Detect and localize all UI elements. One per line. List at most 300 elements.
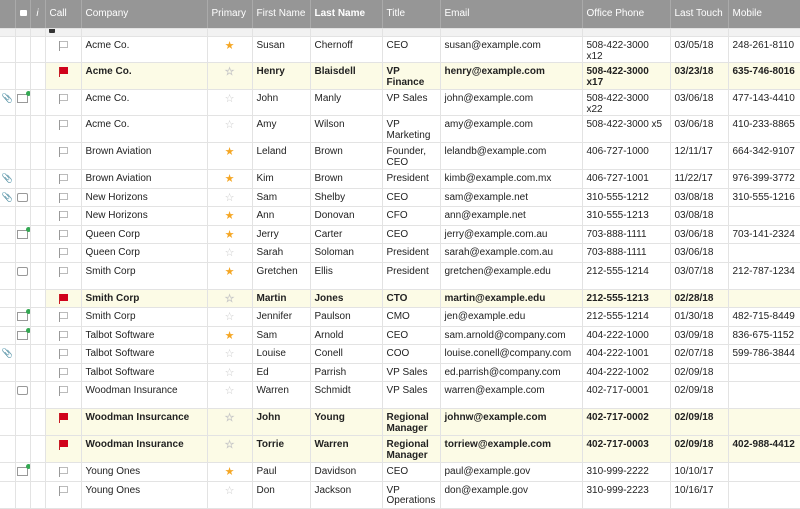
star-outline-icon[interactable]: ☆ <box>224 484 235 497</box>
first-name-cell[interactable]: Ann <box>252 207 310 226</box>
comments-column-header[interactable] <box>15 0 30 29</box>
mobile-cell[interactable]: 664-342-9107 <box>728 143 800 170</box>
call-flag-cell[interactable] <box>45 382 81 409</box>
comment-cell[interactable] <box>15 170 30 189</box>
email-cell[interactable]: ann@example.net <box>440 207 582 226</box>
attachment-cell[interactable] <box>0 170 15 189</box>
attachment-cell[interactable] <box>0 63 15 90</box>
primary-cell[interactable] <box>207 345 252 364</box>
table-row[interactable] <box>0 363 800 382</box>
office-phone-column-header[interactable]: Office Phone <box>582 0 670 29</box>
comment-cell[interactable] <box>15 481 30 508</box>
flag-icon[interactable] <box>58 386 68 396</box>
last-name-cell[interactable]: Chernoff <box>310 37 382 63</box>
flag-icon[interactable] <box>58 368 68 378</box>
email-update-icon[interactable] <box>17 467 28 476</box>
mobile-cell[interactable] <box>728 409 800 436</box>
company-cell[interactable]: Talbot Software <box>81 363 207 382</box>
table-row[interactable] <box>0 382 800 409</box>
mobile-cell[interactable]: 836-675-1152 <box>728 326 800 345</box>
comment-cell[interactable] <box>15 143 30 170</box>
info-cell[interactable] <box>30 345 45 364</box>
primary-cell[interactable] <box>207 244 252 263</box>
comment-icon[interactable] <box>17 267 28 276</box>
company-cell[interactable]: Woodman Insurance <box>81 382 207 409</box>
primary-cell[interactable] <box>207 382 252 409</box>
info-cell[interactable] <box>30 90 45 116</box>
comment-cell[interactable] <box>15 207 30 226</box>
table-row[interactable] <box>0 244 800 263</box>
primary-cell[interactable] <box>207 326 252 345</box>
last-name-cell[interactable]: Conell <box>310 345 382 364</box>
info-cell[interactable] <box>30 188 45 207</box>
company-cell[interactable]: New Horizons <box>81 188 207 207</box>
title-cell[interactable]: VP Marketing <box>382 116 440 143</box>
last-name-cell[interactable]: Jackson <box>310 481 382 508</box>
call-flag-cell[interactable] <box>45 481 81 508</box>
first-name-cell[interactable]: Paul <box>252 463 310 482</box>
email-cell[interactable]: henry@example.com <box>440 63 582 90</box>
title-cell[interactable]: Founder, CEO <box>382 143 440 170</box>
last-touch-cell[interactable]: 03/06/18 <box>670 225 728 244</box>
table-row[interactable] <box>0 436 800 463</box>
last-touch-cell[interactable]: 12/11/17 <box>670 143 728 170</box>
table-row[interactable] <box>0 170 800 189</box>
company-cell[interactable]: Acme Co. <box>81 63 207 90</box>
title-cell[interactable]: Regional Manager <box>382 436 440 463</box>
title-cell[interactable]: CEO <box>382 326 440 345</box>
info-cell[interactable] <box>30 63 45 90</box>
mobile-cell[interactable] <box>728 481 800 508</box>
last-name-cell[interactable]: Brown <box>310 170 382 189</box>
flag-icon[interactable] <box>58 211 68 221</box>
company-cell[interactable]: New Horizons <box>81 207 207 226</box>
call-flag-cell[interactable] <box>45 345 81 364</box>
last-name-cell[interactable]: Ellis <box>310 262 382 289</box>
table-row[interactable] <box>0 225 800 244</box>
first-name-cell[interactable]: Louise <box>252 345 310 364</box>
primary-cell[interactable] <box>207 481 252 508</box>
last-name-column-header[interactable]: Last Name <box>310 0 382 29</box>
call-column-header[interactable]: Call <box>45 0 81 29</box>
attachment-cell[interactable] <box>0 207 15 226</box>
last-name-cell[interactable]: Schmidt <box>310 382 382 409</box>
last-name-cell[interactable]: Brown <box>310 143 382 170</box>
flag-icon[interactable] <box>58 486 68 496</box>
primary-cell[interactable] <box>207 143 252 170</box>
comment-cell[interactable] <box>15 262 30 289</box>
flag-icon[interactable] <box>58 94 68 104</box>
star-outline-icon[interactable]: ☆ <box>224 191 235 204</box>
office-phone-cell[interactable]: 508-422-3000 x5 <box>582 116 670 143</box>
title-cell[interactable]: CTO <box>382 289 440 308</box>
attachment-cell[interactable] <box>0 289 15 308</box>
star-filled-icon[interactable]: ★ <box>224 173 235 185</box>
info-cell[interactable] <box>30 363 45 382</box>
last-name-cell[interactable]: Young <box>310 409 382 436</box>
first-name-cell[interactable]: Sarah <box>252 244 310 263</box>
last-name-cell[interactable]: Parrish <box>310 363 382 382</box>
email-update-icon[interactable] <box>17 331 28 340</box>
comment-cell[interactable] <box>15 63 30 90</box>
call-flag-cell[interactable] <box>45 207 81 226</box>
email-cell[interactable]: torriew@example.com <box>440 436 582 463</box>
company-cell[interactable]: Woodman Insurance <box>81 436 207 463</box>
title-cell[interactable]: President <box>382 244 440 263</box>
email-update-icon[interactable] <box>17 230 28 239</box>
info-cell[interactable] <box>30 463 45 482</box>
info-cell[interactable] <box>30 289 45 308</box>
attachment-cell[interactable] <box>0 90 15 116</box>
attachment-cell[interactable] <box>0 143 15 170</box>
last-touch-column-header[interactable]: Last Touch <box>670 0 728 29</box>
title-cell[interactable]: President <box>382 170 440 189</box>
primary-cell[interactable] <box>207 37 252 63</box>
last-name-cell[interactable]: Donovan <box>310 207 382 226</box>
email-cell[interactable]: lelandb@example.com <box>440 143 582 170</box>
last-name-cell[interactable]: Soloman <box>310 244 382 263</box>
office-phone-cell[interactable]: 212-555-1213 <box>582 289 670 308</box>
primary-cell[interactable] <box>207 90 252 116</box>
mobile-cell[interactable]: 599-786-3844 <box>728 345 800 364</box>
red-flag-icon[interactable] <box>58 413 68 423</box>
attachment-cell[interactable] <box>0 37 15 63</box>
table-row[interactable] <box>0 326 800 345</box>
office-phone-cell[interactable]: 406-727-1000 <box>582 143 670 170</box>
star-outline-icon[interactable]: ☆ <box>224 439 235 451</box>
primary-cell[interactable] <box>207 409 252 436</box>
title-cell[interactable]: CEO <box>382 225 440 244</box>
company-cell[interactable]: Woodman Insurcance <box>81 409 207 436</box>
call-flag-cell[interactable] <box>45 409 81 436</box>
attachment-cell[interactable] <box>0 244 15 263</box>
title-cell[interactable]: VP Sales <box>382 90 440 116</box>
company-cell[interactable]: Brown Aviation <box>81 170 207 189</box>
mobile-cell[interactable]: 212-787-1234 <box>728 262 800 289</box>
call-flag-cell[interactable] <box>45 289 81 308</box>
attachment-cell[interactable] <box>0 409 15 436</box>
first-name-cell[interactable]: Don <box>252 481 310 508</box>
paperclip-icon[interactable]: 📎 <box>1 348 13 358</box>
first-name-cell[interactable]: Sam <box>252 326 310 345</box>
info-cell[interactable] <box>30 207 45 226</box>
title-cell[interactable]: COO <box>382 345 440 364</box>
attachment-cell[interactable] <box>0 463 15 482</box>
company-cell[interactable]: Acme Co. <box>81 90 207 116</box>
email-cell[interactable]: ed.parrish@company.com <box>440 363 582 382</box>
star-filled-icon[interactable]: ★ <box>224 146 235 158</box>
title-cell[interactable]: Regional Manager <box>382 409 440 436</box>
table-row[interactable] <box>0 262 800 289</box>
star-outline-icon[interactable]: ☆ <box>224 119 235 131</box>
last-touch-cell[interactable]: 03/08/18 <box>670 188 728 207</box>
first-name-cell[interactable]: Warren <box>252 382 310 409</box>
primary-cell[interactable] <box>207 116 252 143</box>
title-cell[interactable]: VP Operations <box>382 481 440 508</box>
red-flag-icon[interactable] <box>58 294 68 304</box>
office-phone-cell[interactable]: 212-555-1214 <box>582 308 670 327</box>
comment-cell[interactable] <box>15 225 30 244</box>
first-name-cell[interactable]: Kim <box>252 170 310 189</box>
mobile-cell[interactable]: 703-141-2324 <box>728 225 800 244</box>
company-cell[interactable]: Young Ones <box>81 481 207 508</box>
mobile-cell[interactable]: 635-746-8016 <box>728 63 800 90</box>
first-name-cell[interactable]: Torrie <box>252 436 310 463</box>
last-touch-cell[interactable]: 10/16/17 <box>670 481 728 508</box>
comment-cell[interactable] <box>15 363 30 382</box>
company-cell[interactable]: Queen Corp <box>81 244 207 263</box>
office-phone-cell[interactable]: 406-727-1001 <box>582 170 670 189</box>
office-phone-cell[interactable]: 402-717-0003 <box>582 436 670 463</box>
info-cell[interactable] <box>30 37 45 63</box>
mobile-cell[interactable]: 410-233-8865 <box>728 116 800 143</box>
flag-icon[interactable] <box>58 312 68 322</box>
email-cell[interactable]: jerry@example.com.au <box>440 225 582 244</box>
primary-column-header[interactable]: Primary <box>207 0 252 29</box>
last-touch-cell[interactable]: 02/09/18 <box>670 382 728 409</box>
mobile-cell[interactable]: 402-988-4412 <box>728 436 800 463</box>
mobile-cell[interactable] <box>728 289 800 308</box>
flag-icon[interactable] <box>58 147 68 157</box>
star-outline-icon[interactable]: ☆ <box>224 93 235 105</box>
flag-icon[interactable] <box>58 349 68 359</box>
company-cell[interactable]: Queen Corp <box>81 225 207 244</box>
primary-cell[interactable] <box>207 308 252 327</box>
email-cell[interactable]: don@example.gov <box>440 481 582 508</box>
star-filled-icon[interactable]: ★ <box>224 265 235 278</box>
flag-icon[interactable] <box>58 41 68 51</box>
first-name-cell[interactable]: Martin <box>252 289 310 308</box>
first-name-cell[interactable]: Gretchen <box>252 262 310 289</box>
office-phone-cell[interactable]: 402-717-0002 <box>582 409 670 436</box>
attachment-cell[interactable] <box>0 481 15 508</box>
title-cell[interactable]: VP Finance <box>382 63 440 90</box>
attachment-cell[interactable] <box>0 308 15 327</box>
info-cell[interactable] <box>30 481 45 508</box>
attachment-cell[interactable] <box>0 363 15 382</box>
red-flag-icon[interactable] <box>58 67 68 77</box>
last-name-cell[interactable]: Arnold <box>310 326 382 345</box>
info-cell[interactable] <box>30 143 45 170</box>
primary-cell[interactable] <box>207 63 252 90</box>
comment-cell[interactable] <box>15 37 30 63</box>
title-column-header[interactable]: Title <box>382 0 440 29</box>
comment-cell[interactable] <box>15 436 30 463</box>
comment-cell[interactable] <box>15 345 30 364</box>
info-cell[interactable] <box>30 308 45 327</box>
office-phone-cell[interactable]: 402-717-0001 <box>582 382 670 409</box>
comment-cell[interactable] <box>15 326 30 345</box>
company-column-header[interactable]: Company <box>81 0 207 29</box>
comment-cell[interactable] <box>15 308 30 327</box>
table-row[interactable] <box>0 463 800 482</box>
primary-cell[interactable] <box>207 289 252 308</box>
mobile-cell[interactable] <box>728 463 800 482</box>
attachment-cell[interactable] <box>0 382 15 409</box>
table-row[interactable] <box>0 289 800 308</box>
call-flag-cell[interactable] <box>45 116 81 143</box>
table-row[interactable] <box>0 345 800 364</box>
call-flag-cell[interactable] <box>45 37 81 63</box>
call-flag-cell[interactable] <box>45 170 81 189</box>
star-outline-icon[interactable]: ☆ <box>224 366 235 379</box>
flag-icon[interactable] <box>58 174 68 184</box>
primary-cell[interactable] <box>207 463 252 482</box>
email-cell[interactable]: susan@example.com <box>440 37 582 63</box>
call-flag-cell[interactable] <box>45 244 81 263</box>
primary-cell[interactable] <box>207 436 252 463</box>
star-outline-icon[interactable]: ☆ <box>224 247 235 259</box>
comment-cell[interactable] <box>15 116 30 143</box>
comment-icon[interactable] <box>17 193 28 202</box>
title-cell[interactable]: VP Sales <box>382 382 440 409</box>
comment-cell[interactable] <box>15 188 30 207</box>
last-touch-cell[interactable]: 03/06/18 <box>670 90 728 116</box>
last-touch-cell[interactable]: 03/05/18 <box>670 37 728 63</box>
paperclip-icon[interactable]: 📎 <box>1 191 13 202</box>
flag-icon[interactable] <box>58 331 68 341</box>
call-flag-cell[interactable] <box>45 363 81 382</box>
star-filled-icon[interactable]: ★ <box>224 466 235 478</box>
mobile-cell[interactable] <box>728 382 800 409</box>
call-flag-cell[interactable] <box>45 188 81 207</box>
mobile-cell[interactable]: 477-143-4410 <box>728 90 800 116</box>
last-name-cell[interactable]: Warren <box>310 436 382 463</box>
first-name-cell[interactable]: Ed <box>252 363 310 382</box>
flag-icon[interactable] <box>58 467 68 477</box>
office-phone-cell[interactable]: 508-422-3000 x22 <box>582 90 670 116</box>
red-flag-icon[interactable] <box>58 440 68 450</box>
flag-icon[interactable] <box>58 230 68 240</box>
mobile-column-header[interactable]: Mobile <box>728 0 800 29</box>
primary-cell[interactable] <box>207 363 252 382</box>
comment-cell[interactable] <box>15 382 30 409</box>
email-cell[interactable]: sam.arnold@company.com <box>440 326 582 345</box>
email-cell[interactable]: paul@example.gov <box>440 463 582 482</box>
star-filled-icon[interactable]: ★ <box>224 40 235 52</box>
email-cell[interactable]: gretchen@example.edu <box>440 262 582 289</box>
call-flag-cell[interactable] <box>45 308 81 327</box>
info-cell[interactable] <box>30 225 45 244</box>
attachment-cell[interactable] <box>0 262 15 289</box>
last-touch-cell[interactable]: 02/09/18 <box>670 409 728 436</box>
star-outline-icon[interactable]: ☆ <box>224 412 235 424</box>
mobile-cell[interactable] <box>728 363 800 382</box>
attachments-column-header[interactable] <box>0 0 15 29</box>
last-name-cell[interactable]: Jones <box>310 289 382 308</box>
office-phone-cell[interactable]: 310-555-1213 <box>582 207 670 226</box>
info-cell[interactable] <box>30 116 45 143</box>
star-outline-icon[interactable]: ☆ <box>224 348 235 360</box>
last-touch-cell[interactable]: 03/08/18 <box>670 207 728 226</box>
company-cell[interactable]: Brown Aviation <box>81 143 207 170</box>
office-phone-cell[interactable]: 703-888-1111 <box>582 244 670 263</box>
company-cell[interactable]: Smith Corp <box>81 262 207 289</box>
office-phone-cell[interactable]: 404-222-1002 <box>582 363 670 382</box>
mobile-cell[interactable] <box>728 207 800 226</box>
first-name-cell[interactable]: Jennifer <box>252 308 310 327</box>
paperclip-icon[interactable]: 📎 <box>1 93 13 103</box>
info-cell[interactable] <box>30 382 45 409</box>
comment-icon[interactable] <box>17 386 28 395</box>
attachment-cell[interactable] <box>0 436 15 463</box>
last-name-cell[interactable]: Paulson <box>310 308 382 327</box>
star-filled-icon[interactable]: ★ <box>224 228 235 241</box>
company-cell[interactable]: Smith Corp <box>81 289 207 308</box>
call-flag-cell[interactable] <box>45 463 81 482</box>
last-name-cell[interactable]: Wilson <box>310 116 382 143</box>
call-flag-cell[interactable] <box>45 326 81 345</box>
table-row[interactable] <box>0 308 800 327</box>
table-row[interactable] <box>0 63 800 90</box>
attachment-cell[interactable] <box>0 188 15 207</box>
mobile-cell[interactable]: 482-715-8449 <box>728 308 800 327</box>
first-name-cell[interactable]: John <box>252 90 310 116</box>
star-outline-icon[interactable]: ☆ <box>224 66 235 78</box>
office-phone-cell[interactable]: 508-422-3000 x12 <box>582 37 670 63</box>
mobile-cell[interactable]: 248-261-8110 <box>728 37 800 63</box>
office-phone-cell[interactable]: 310-555-1212 <box>582 188 670 207</box>
office-phone-cell[interactable]: 212-555-1214 <box>582 262 670 289</box>
first-name-cell[interactable]: Leland <box>252 143 310 170</box>
call-flag-cell[interactable] <box>45 262 81 289</box>
call-flag-cell[interactable] <box>45 225 81 244</box>
star-outline-icon[interactable]: ☆ <box>224 292 235 305</box>
office-phone-cell[interactable]: 404-222-1000 <box>582 326 670 345</box>
last-touch-cell[interactable]: 03/23/18 <box>670 63 728 90</box>
flag-icon[interactable] <box>58 248 68 258</box>
company-cell[interactable]: Talbot Software <box>81 345 207 364</box>
info-cell[interactable] <box>30 409 45 436</box>
first-name-cell[interactable]: Susan <box>252 37 310 63</box>
company-cell[interactable]: Talbot Software <box>81 326 207 345</box>
office-phone-cell[interactable]: 703-888-1111 <box>582 225 670 244</box>
attachment-cell[interactable] <box>0 345 15 364</box>
star-filled-icon[interactable]: ★ <box>224 210 235 222</box>
first-name-cell[interactable]: Amy <box>252 116 310 143</box>
last-touch-cell[interactable]: 02/09/18 <box>670 436 728 463</box>
email-cell[interactable]: martin@example.edu <box>440 289 582 308</box>
title-cell[interactable]: VP Sales <box>382 363 440 382</box>
table-row[interactable] <box>0 481 800 508</box>
mobile-cell[interactable]: 976-399-3772 <box>728 170 800 189</box>
comment-cell[interactable] <box>15 409 30 436</box>
star-filled-icon[interactable]: ★ <box>224 329 235 342</box>
call-flag-cell[interactable] <box>45 143 81 170</box>
flag-icon[interactable] <box>58 120 68 130</box>
table-row[interactable] <box>0 188 800 207</box>
last-name-cell[interactable]: Manly <box>310 90 382 116</box>
table-row[interactable] <box>0 116 800 143</box>
title-cell[interactable]: CMO <box>382 308 440 327</box>
email-cell[interactable]: louise.conell@company.com <box>440 345 582 364</box>
email-cell[interactable]: johnw@example.com <box>440 409 582 436</box>
table-row[interactable] <box>0 143 800 170</box>
paperclip-icon[interactable]: 📎 <box>1 173 13 183</box>
call-flag-cell[interactable] <box>45 436 81 463</box>
mobile-cell[interactable] <box>728 244 800 263</box>
table-row[interactable] <box>0 207 800 226</box>
table-row[interactable] <box>0 90 800 116</box>
last-name-cell[interactable]: Shelby <box>310 188 382 207</box>
email-cell[interactable]: jen@example.edu <box>440 308 582 327</box>
flag-icon[interactable] <box>58 193 68 203</box>
table-row[interactable] <box>0 409 800 436</box>
company-cell[interactable]: Young Ones <box>81 463 207 482</box>
comment-cell[interactable] <box>15 463 30 482</box>
last-touch-cell[interactable]: 02/28/18 <box>670 289 728 308</box>
attachment-cell[interactable] <box>0 116 15 143</box>
